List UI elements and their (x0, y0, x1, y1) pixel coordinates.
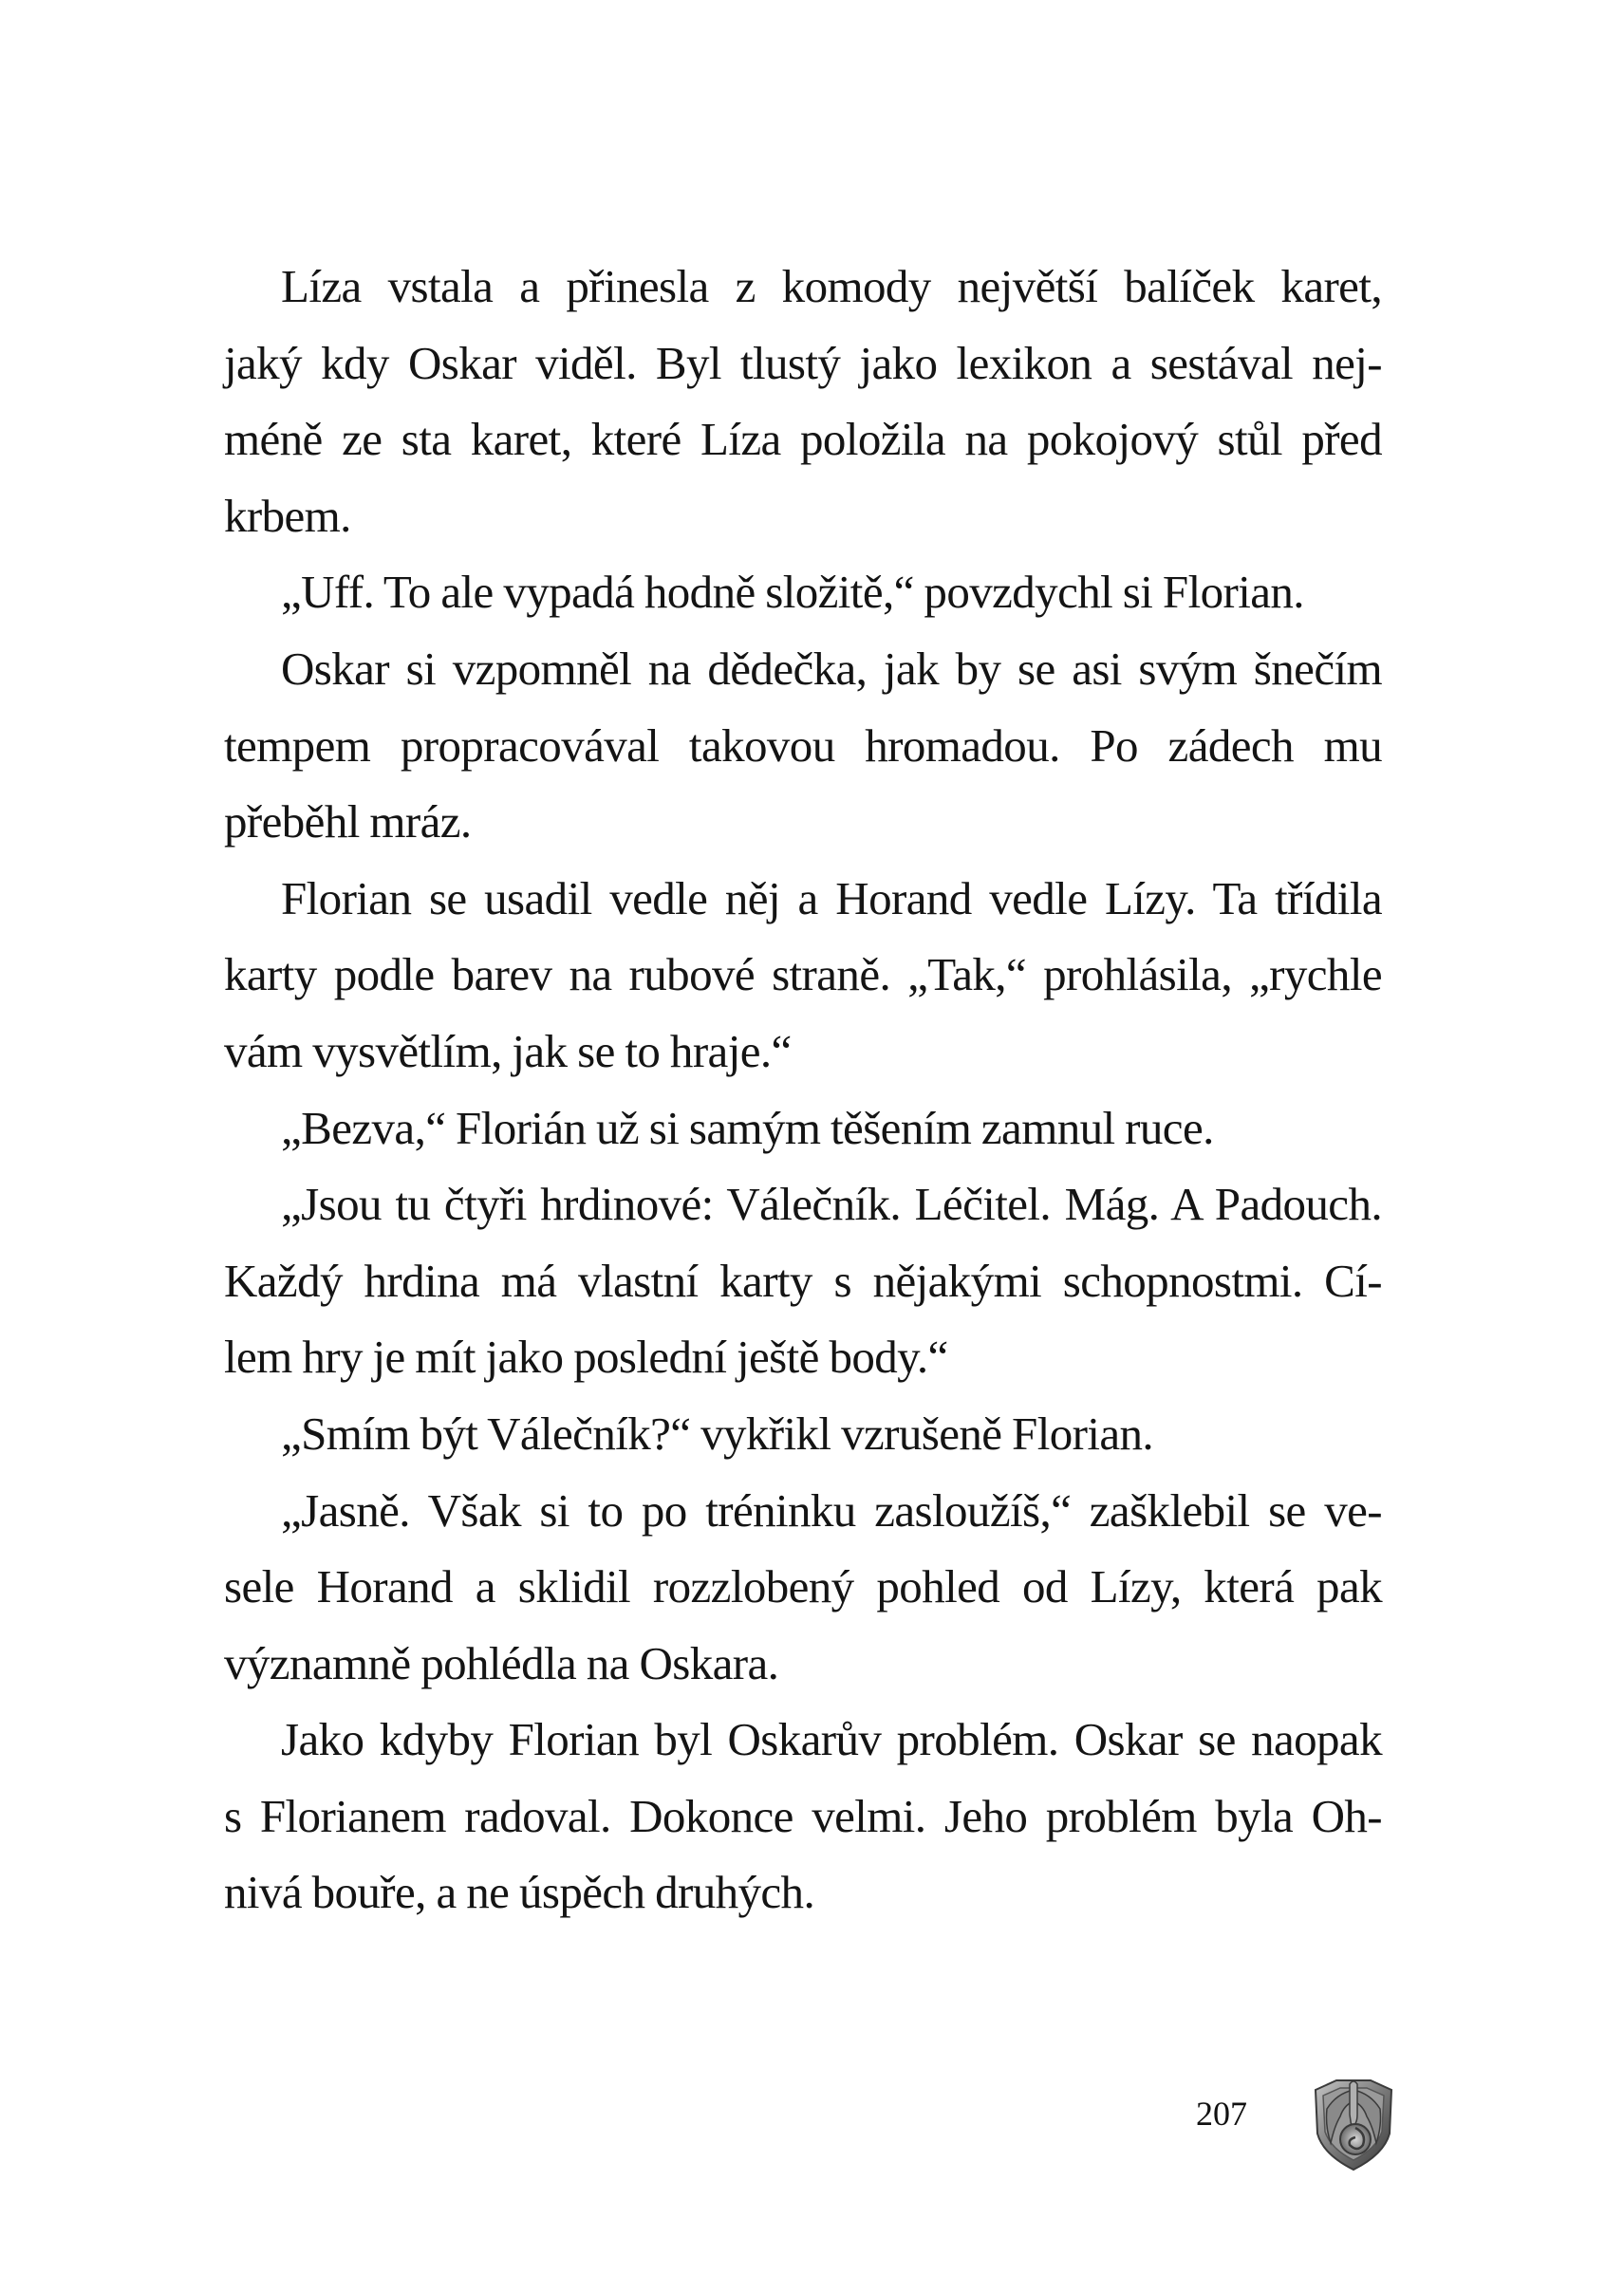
text-line: s Florianem radoval. Dokonce velmi. Jeho problém byla Oh- (224, 1789, 1382, 1842)
text-line: krbem. (224, 489, 351, 542)
text-line: Každý hrdina má vlastní karty s nějakými schopnostmi. Cí- (224, 1254, 1382, 1307)
page-footer (1139, 2069, 1424, 2173)
text-line: jaký kdy Oskar viděl. Byl tlustý jako lexikon a sestával nej- (224, 336, 1382, 389)
paragraph (224, 1396, 1382, 1473)
paragraph (224, 631, 1382, 861)
text-line: významně pohlédla na Oskara. (224, 1636, 779, 1689)
page-number: 207 (1196, 2095, 1247, 2133)
text-line: méně ze sta karet, které Líza položila na pokojový stůl před (224, 413, 1382, 466)
paragraph (224, 1473, 1382, 1703)
text-line: „Bezva,“ Florián už si samým těšením zamnul ruce. (281, 1101, 1214, 1154)
paragraph (224, 249, 1382, 554)
text-line: „Smím být Válečník?“ vykřikl vzrušeně Florian. (281, 1407, 1154, 1460)
paragraph (224, 554, 1382, 631)
text-line: Jako kdyby Florian byl Oskarův problém. Oskar se naopak (281, 1713, 1382, 1766)
text-line: nivá bouře, a ne úspěch druhých. (224, 1866, 815, 1919)
text-line: karty podle barev na rubové straně. „Tak,“ prohlásila, „rychle (224, 948, 1382, 1001)
text-line: lem hry je mít jako poslední ještě body.“ (224, 1331, 948, 1384)
text-line: Florian se usadil vedle něj a Horand vedle Lízy. Ta třídila (281, 871, 1382, 924)
text-line: vám vysvětlím, jak se to hraje.“ (224, 1024, 792, 1077)
text-line: „Jsou tu čtyři hrdinové: Válečník. Léčitel. Mág. A Padouch. (281, 1178, 1382, 1231)
paragraph (224, 861, 1382, 1091)
text-line: „Uff. To ale vypadá hodně složitě,“ povzdychl si Florian. (281, 566, 1304, 619)
text-line: tempem propracovával takovou hromadou. Po zádech mu (224, 718, 1382, 772)
text-line: přeběhl mráz. (224, 795, 472, 848)
text-line: „Jasně. Však si to po tréninku zasloužíš,“ zašklebil se ve- (281, 1483, 1382, 1537)
text-line: Líza vstala a přinesla z komody největší balíček karet, (281, 260, 1382, 312)
paragraph (224, 1702, 1382, 1931)
paragraph (224, 1166, 1382, 1396)
dragon-shield-icon (1308, 2077, 1399, 2172)
text-line: sele Horand a sklidil rozzlobený pohled od Lízy, která pak (224, 1560, 1382, 1613)
text-line: Oskar si vzpomněl na dědečka, jak by se asi svým šnečím (281, 642, 1382, 695)
paragraph (224, 1091, 1382, 1167)
body-text (224, 249, 1382, 1931)
